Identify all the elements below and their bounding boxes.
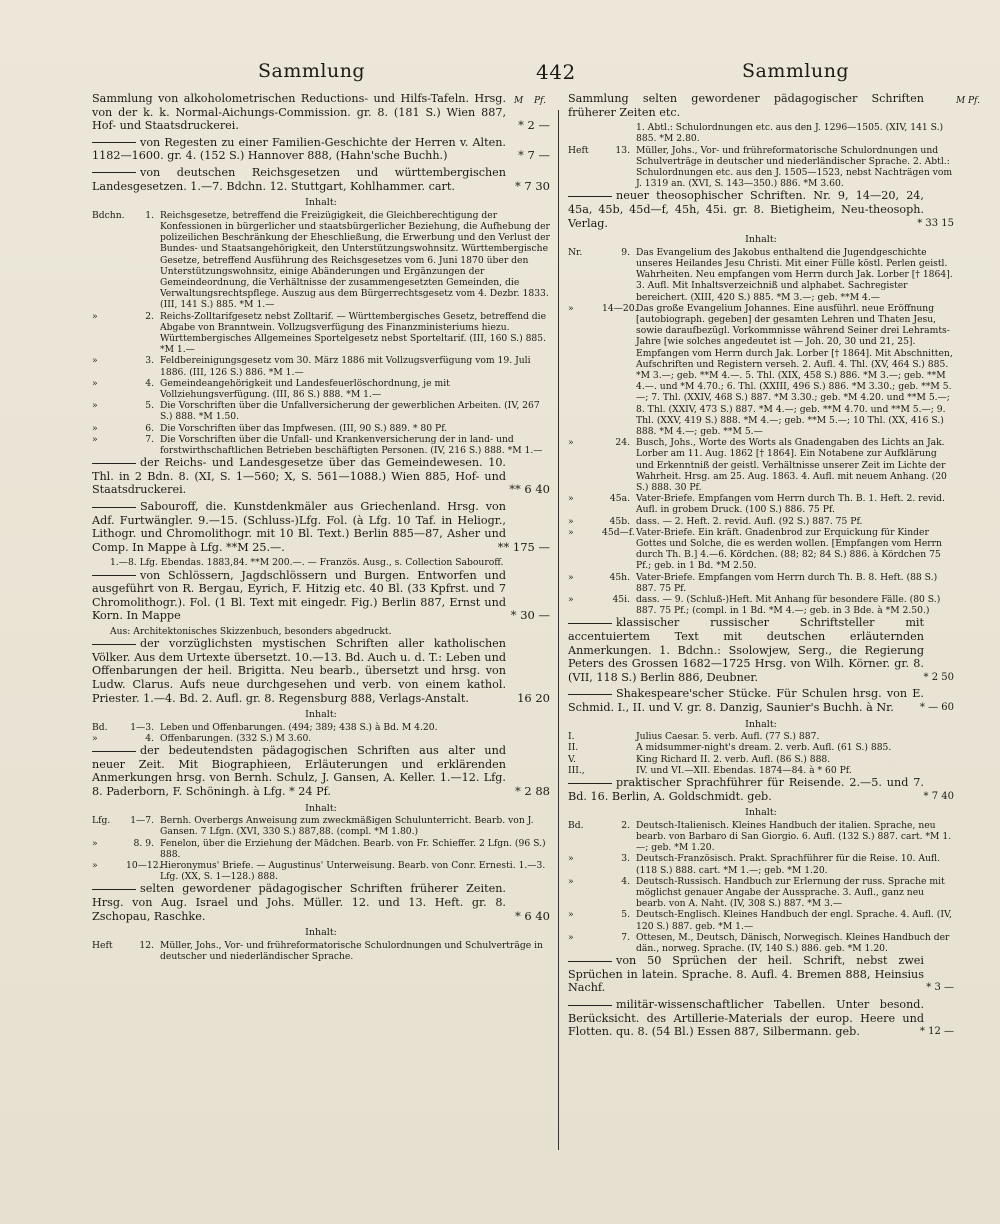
contents-label: Inhalt: [745,234,777,246]
contents-row [92,423,550,434]
contents-number: 4. [145,377,154,389]
running-head-right: Sammlung [742,60,850,82]
contents-row [568,572,954,594]
contents-volume-label: » [92,859,98,871]
contents-description: Hieronymus' Briefe. — Augustinus' Unterweisung. Bearb. von Conr. Ernesti. 1.—3. Lfg. (XX, S. 1—128.) 888. [160,859,546,883]
entry-price: * 33 15 [917,217,954,229]
entry-title: von Regesten zu einer Familien-Geschichte der Herren v. Alten. 1182—1600. gr. 4. (152 S.) Hannover 888, (Hahn'sche Buchh.) [92,135,506,163]
contents-row [568,820,954,854]
contents-number: 45h. [609,571,630,583]
entry-price: * 3 — [926,982,954,994]
repeat-dash-rule [568,1005,612,1006]
pfennig-unit: Pf. [534,96,546,106]
contents-number: 45i. [612,594,630,606]
contents-volume-label: Bdchn. [92,209,125,221]
contents-row [568,122,954,144]
entry-title: von Schlössern, Jagdschlössern und Burgen. Entworfen und ausgeführt von R. Bergau, Eyrich, F. Hitzig etc. 40 Bl. (33 Kpfrst. und 7 Chromolithogr.). Fol. (1 Bl. Text mit eingedr. Fig.) Berlin 887, Ernst und Korn. In Mappe [92,568,506,623]
entry-text [568,616,924,684]
catalog-entry [92,456,550,497]
contents-volume-label: » [92,377,98,389]
entry-title: der vorzüglichsten mystischen Schriften aller katholischen Völker. Aus dem Urtexte übersetzt. 10.—13. Bd. Auch u. d. T.: Leben und Offenbarungen der heil. Brigitta. Neu bearb., übersetzt und hrsg. von Ludw. Clarus. Aufs neue durchgesehen und verb. von einem kathol. Priester. 1.—4. Bd. 2. Aufl. gr. 8. Regensburg 888, Verlags-Anstalt. [92,637,506,705]
contents-description: 1. Abtl.: Schulordnungen etc. aus den J. 1296—1505. (XIV, 141 S.) 885. *M 2.80. [636,122,944,145]
contents-label: Inhalt: [305,709,337,721]
contents-volume-label: Bd. [92,721,108,733]
repeat-dash-rule [92,575,136,576]
contents-row [92,815,550,837]
contents-description: Reichs-Zolltarifgesetz nebst Zolltarif. — Württembergisches Gesetz, betreffend die Abgabe von Branntwein. Vollzugsverfügung des Finanzministeriums hiezu. Württembergisches Allgemeines Sportelgesetz nebst Sporteltarif. (III, 160 S.) 885. *M 1.— [160,310,547,356]
contents-number: 13. [615,144,630,156]
entry-note: Aus: Architektonisches Skizzenbuch, besonders abgedruckt. [110,625,392,637]
contents-row [568,909,954,931]
contents-description: Die Vorschriften über das Impfwesen. (III, 90 S.) 889. * 80 Pf. [160,422,448,434]
contents-row [568,527,954,572]
contents-description: Müller, Johs., Vor- und frühreformatorische Schulordnungen und Schulverträge in deutscher und niederländischer Sprache. [160,939,543,962]
contents-volume-label: » [92,732,98,744]
right-column [568,92,954,1042]
running-head-left: Sammlung [258,60,366,82]
entry-text [568,92,924,119]
contents-volume-label: » [568,853,574,865]
contents-volume-label: » [568,571,574,583]
contents-volume-label: » [92,433,98,445]
contents-description: Feldbereinigungsgesetz vom 30. März 1886 mit Vollzugsverfügung vom 19. Juli 1886. (III, 126 S.) 886. *M 1.— [160,355,531,378]
repeat-dash-rule [92,142,136,143]
entry-text [92,500,506,554]
currency-mark-unit: M [956,96,966,106]
entry-title: von 50 Sprüchen der heil. Schrift, nebst zwei Sprüchen in latein. Sprache. 8. Aufl. 4. Bremen 888, Heinsius Nachf. [568,954,924,995]
contents-description: dass. — 9. (Schluß-)Heft. Mit Anhang für besondere Fälle. (80 S.) 887. 75 Pf.; (compl. in 1 Bd. *M 4.—; geb. in 3 Bde. à *M 2.50.) [636,594,941,617]
contents-row [568,594,954,616]
contents-number: 45a. [609,493,630,505]
entry-title: der Reichs- und Landesgesetze über das Gemeindewesen. 10. Thl. in 2 Bdn. 8. (XI, S. 1—560; X, S. 561—1088.) Wien 885, Hof- und Staatsdruckerei. [92,456,506,497]
contents-description: Müller, Johs., Vor- und frühreformatorische Schulordnungen und Schulverträge in deutscher und niederländischer Sprache. 2. Abtl.: Schulordnungen etc. aus den J. 1505—1523, nebst Nachträgen vom J. 1319 an. (XVI, S. 143—350.) 886. *M 3.60. [636,144,953,190]
entry-price: 16 20 [517,690,550,705]
contents-description: Deutsch-Französisch. Prakt. Sprachführer für die Reise. 10. Aufl. (118 S.) 888. cart. *M 1.—; geb. *M 1.20. [636,853,940,876]
contents-number [602,765,636,776]
contents-number: 7. [621,931,630,943]
contents-description: A midsummer-night's dream. 2. verb. Aufl. (61 S.) 885. [636,742,892,754]
contents-row [568,932,954,954]
contents-number: 5. [145,400,154,412]
entry-text [92,569,506,623]
contents-description: dass. — 2. Heft. 2. revid. Aufl. (92 S.) 887. 75 Pf. [636,515,863,527]
contents-number: 6. [145,422,154,434]
contents-description: Vater-Briefe. Ein kräft. Gnadenbrod zur Erquickung für Kinder Gottes und Solche, die es werden wollen. [Empfangen vom Herrn durch Th. B.] 4.—6. Kördchen. (88; 82; 84 S.) 886. à Kördchen 75 Pf.; geb. in 1 Bd. *M 2.50. [636,526,942,572]
entry-text [568,954,924,995]
entry-title: klassischer russischer Schriftsteller mit accentuiertem Text mit deutschen erläuternden Anmerkungen. 1. Bdchn.: Ssolowjew, Serg., die Regierung Peters des Grossen 1682—1725 Hrsg. von Wilh. Körner. gr. 8. (VII, 118 S.) Berlin 886, Deubner. [568,616,924,684]
contents-row [568,516,954,527]
contents-row [92,722,550,733]
entry-price: * 7 — [518,148,550,163]
contents-number: 4. [145,732,154,744]
contents-description: Deutsch-Russisch. Handbuch zur Erlernung der russ. Sprache mit möglichst genauer Angabe der Aussprache. 3. Aufl., ganz neu bearb. von A. Naht. (IV, 308 S.) 887. *M 3.— [636,875,945,910]
contents-volume-label: » [568,515,574,527]
entry-text [92,882,506,923]
entry-title: praktischer Sprachführer für Reisende. 2.—5. und 7. Bd. 16. Berlin, A. Goldschmidt. geb. [568,776,924,803]
entry-price: * 2 — [518,118,550,133]
catalog-entry [568,687,954,714]
contents-volume-label: I. [568,731,575,743]
entry-price: * 7 40 [923,790,954,802]
contents-row [92,940,550,962]
contents-label: Inhalt: [745,718,777,730]
contents-volume-label: II. [568,742,579,754]
catalog-entry [568,189,954,230]
contents-number: 12. [139,939,154,951]
contents-description: Reichsgesetze, betreffend die Freizügigkeit, die Gleichberechtigung der Konfessionen in bürgerlicher und staatsbürgerlicher Beziehung, die Aufhebung der polizeilichen Beschränkung der Eheschließung, die Erwerbung und den Verlust der Bundes- und Staatsangehörigkeit, den Unterstützungswohnsitz. Württembergische Gesetze, betreffend Ausführung des Reichsgesetzes vom 6. Juni 1870 über den Unterstützungswohnsitz, einige Abänderungen und Ergänzungen der Gemeindeordnung, die Verhältnisse der zusammengesetzten Gemeinden, die Verwaltungsrechtspflege. Auszug aus dem Bürgerrechtsgesetz vom 4. Dezbr. 1833. (III, 141 S.) 885. *M 1.— [160,209,550,311]
entry-text [92,136,506,163]
entry-price: * 2 50 [923,671,954,683]
contents-row [568,853,954,875]
pfennig-unit: Pf. [968,96,980,106]
contents-description: Die Vorschriften über die Unfall- und Krankenversicherung der in land- und forstwirthschaftlichen Betrieben beschäftigten Personen. (IV, 216 S.) 888. *M 1.— [160,433,543,457]
entry-price: * 30 — [510,608,550,623]
contents-row [568,145,954,190]
contents-number: 4. [621,875,630,887]
contents-volume-label: » [92,310,98,322]
contents-row [568,247,954,303]
repeat-dash-rule [92,644,136,645]
contents-number: 10—12. [126,859,162,871]
contents-label: Inhalt: [305,927,337,939]
contents-row [92,434,550,456]
contents-description: Leben und Offenbarungen. (494; 389; 438 S.) à Bd. M 4.20. [160,721,438,733]
entry-price: * 12 — [919,1026,954,1038]
contents-number: 45b. [609,515,630,527]
entry-price: * 2 88 [514,783,550,798]
contents-description: Offenbarungen. (332 S.) M 3.60. [160,732,312,744]
contents-row [92,400,550,422]
catalog-entry [92,166,550,193]
contents-description: Bernh. Overbergs Anweisung zum zweckmäßigen Schulunterricht. Bearb. von J. Gansen. 7 Lfgn. (XVI, 330 S.) 887,88. (compl. *M 1.80.) [160,815,534,838]
contents-number: 5. [621,909,630,921]
contents-volume-label: Bd. [568,819,584,831]
entry-price: ** 6 40 [509,482,550,497]
catalog-entry [92,92,550,133]
contents-volume-label: » [92,837,98,849]
contents-number [602,742,636,753]
entry-title: neuer theosophischer Schriften. Nr. 9, 14—20, 24, 45a, 45b, 45d—f, 45h, 45i. gr. 8. Bietigheim, Neu-theosoph. Verlag. [568,189,924,230]
contents-number: 2. [621,819,630,831]
column-divider [558,110,559,1150]
contents-volume-label: » [568,493,574,505]
entry-price: ** 175 — [497,539,550,554]
contents-number: 2. [145,310,154,322]
contents-row [92,860,550,882]
contents-number: 9. [621,246,630,258]
contents-description: King Richard II. 2. verb. Aufl. (86 S.) 888. [636,753,831,765]
catalog-entry [92,744,550,798]
entry-text [568,776,924,803]
contents-number [602,731,636,742]
contents-volume-label: Nr. [568,246,583,258]
catalog-entry [92,882,550,923]
contents-label: Inhalt: [305,197,337,209]
repeat-dash-rule [568,623,612,624]
contents-row [568,303,954,437]
contents-row [92,311,550,356]
entry-title: Sammlung von alkoholometrischen Reductions- und Hilfs-Tafeln. Hrsg. von der k. k. Normal-Aichungs-Commission. gr. 8. (181 S.) Wien 887, Hof- und Staatsdruckerei. [92,92,506,133]
contents-number: 24. [615,437,630,449]
contents-volume-label: » [568,526,574,538]
catalog-entry [92,136,550,163]
contents-description: Deutsch-Italienisch. Kleines Handbuch der italien. Sprache, neu bearb. von Barbaro di San Giorgio. 6. Aufl. (132 S.) 887. cart. *M 1.—; geb. *M 1.20. [636,819,952,854]
page-number: 442 [536,60,576,84]
contents-row [92,378,550,400]
left-column [92,92,550,962]
contents-description: IV. und VI.—XII. Ebendas. 1874—84. à * 60 Pf. [636,764,852,776]
contents-description: Die Vorschriften über die Unfallversicherung der gewerblichen Arbeiten. (IV, 267 S.) 888. *M 1.50. [160,400,540,423]
contents-number: 1. [145,209,154,221]
entry-text [92,637,506,705]
currency-mark-unit: M [514,96,524,106]
contents-number: 3. [145,355,154,367]
contents-volume-label: » [568,875,574,887]
entry-title: der bedeutendsten pädagogischen Schriften aus alter und neuer Zeit. Mit Biographieen, Erläuterungen und erklärenden Anmerkungen hrsg. von Bernh. Schulz, J. Gansen, A. Keller. 1.—12. Lfg. 8. Paderborn, F. Schöningh. à Lfg. * 24 Pf. [92,744,506,798]
catalog-entry [568,954,954,995]
contents-row [568,493,954,515]
repeat-dash-rule [92,172,136,173]
catalog-entry [92,569,550,623]
contents-description: Deutsch-Englisch. Kleines Handbuch der engl. Sprache. 4. Aufl. (IV, 120 S.) 887. geb. *M 1.— [636,909,952,932]
contents-number: 14—20. [602,302,638,314]
contents-number [602,754,636,765]
contents-number [602,122,636,144]
entry-text [568,998,924,1039]
contents-description: Ottesen, M., Deutsch, Dänisch, Norwegisch. Kleines Handbuch der dän., norweg. Sprache. (IV, 140 S.) 886. geb. *M 1.20. [636,931,950,955]
contents-row [568,437,954,493]
repeat-dash-rule [92,507,136,508]
contents-number: 45d—f. [602,526,635,538]
contents-volume-label: » [92,400,98,412]
contents-row [568,876,954,910]
contents-description: Das Evangelium des Jakobus enthaltend die Jugendgeschichte unseres Heilandes Jesu Christi. Mit einer Fülle köstl. Perlen geistl. Wahrheiten. Neu empfangen vom Herrn durch Jak. Lorber [† 1864]. 3. Aufl. Mit Inhaltsverzeichniß und alphabet. Sachregister bereichert. (XIII, 420 S.) 885. *M 3.—; geb. **M 4.— [636,246,953,303]
contents-volume-label: » [92,355,98,367]
catalog-entry [568,92,954,119]
catalog-entry [568,998,954,1039]
contents-volume-label: » [568,909,574,921]
entry-text [92,456,506,497]
contents-row [92,838,550,860]
entry-text [568,189,924,230]
contents-description: Das große Evangelium Johannes. Eine ausführl. neue Eröffnung [autobiograph. gegeben] der gesamten Lehren und Thaten Jesu, sowie daraufbezügl. Vorkommnisse während Seiner drei Lehramts-Jahre [wie solches angedeutet ist — Joh. 20, 30 und 21, 25]. Empfangen vom Herrn durch Jak. Lorber [† 1864]. Mit Abschnitten, Aufschriften und Registern verseh. 2. Aufl. 4. Thl. (XV, 464 S.) 885. *M 3.—; geb. **M 4.—. 5. Thl. (XIX, 458 S.) 886. *M 3.—; geb. **M 4.—. und *M 4.70.; 6. Thl. (XXIII, 496 S.) 886. *M 3.30.; geb. **M 5.—; 7. Thl. (XXIV, 468 S.) 887. *M 3.30.; geb. *M 4.20. und **M 5.—; 8. Thl. (XXIV, 473 S.) 887. *M 4.—; geb. **M 4.70. und **M 5.—; 9. Thl. (XXV, 419 S.) 888. *M 4.—; geb. **M 5.—; 10 Thl. (XX, 416 S.) 888. *M 4.—; geb. **M 5.— [636,302,953,438]
contents-volume-label: » [568,594,574,606]
contents-volume-label: III., [568,764,585,776]
repeat-dash-rule [92,463,136,464]
catalog-entry [92,500,550,554]
repeat-dash-rule [568,961,612,962]
contents-number: 8. 9. [133,837,154,849]
contents-volume-label: Heft [568,144,589,156]
contents-volume-label: » [568,302,574,314]
entry-title: selten gewordener pädagogischer Schriften früherer Zeiten. Hrsg. von Aug. Israel und Johs. Müller. 12. und 13. Heft. gr. 8. Zschopau, Raschke. [92,882,506,923]
contents-volume-label: Heft [92,939,113,951]
catalog-entry [92,637,550,705]
entry-price: * 7 30 [514,178,550,193]
entry-text [92,92,506,133]
entry-price: * 6 40 [514,908,550,923]
contents-row [568,754,954,765]
contents-description: Fenelon, über die Erziehung der Mädchen. Bearb. von Fr. Schieffer. 2 Lfgn. (96 S.) 888. [160,837,546,860]
contents-volume-label [568,122,602,144]
entry-text [92,166,506,193]
contents-description: Vater-Briefe. Empfangen vom Herrn durch Th. B. 8. Heft. (88 S.) 887. 75 Pf. [636,571,938,594]
contents-volume-label: » [92,422,98,434]
contents-row [568,731,954,742]
entry-price: * — 60 [919,702,954,714]
entry-title: von deutschen Reichsgesetzen und württembergischen Landesgesetzen. 1.—7. Bdchn. 12. Stuttgart, Kohlhammer. cart. [92,165,506,193]
contents-volume-label: » [568,931,574,943]
repeat-dash-rule [568,783,612,784]
contents-row [92,210,550,311]
contents-label: Inhalt: [305,802,337,814]
contents-row [568,765,954,776]
entry-note: 1.—8. Lfg. Ebendas. 1883,84. **M 200.—. — Französ. Ausg., s. Collection Sabouroff. [110,557,504,569]
entry-title: Sabouroff, die. Kunstdenkmäler aus Griechenland. Hrsg. von Adf. Furtwängler. 9.—15. (Schluss-)Lfg. Fol. (à Lfg. 10 Taf. in Heliogr., Lithogr. und Chromolithogr. mit 10 Bl. Text.) Berlin 885—87, Asher und Comp. In Mappe à Lfg. **M 25.—. [92,500,506,554]
repeat-dash-rule [92,889,136,890]
contents-description: Gemeindeangehörigkeit und Landesfeuerlöschordnung, je mit Vollziehungsverfügung. (III, 86 S.) 888. *M 1.— [160,377,450,400]
contents-number: 1—3. [130,721,154,733]
contents-volume-label: » [568,437,574,449]
contents-label: Inhalt: [745,807,777,819]
entry-title: militär-wissenschaftlicher Tabellen. Unter besond. Berücksicht. des Artillerie-Materials der europ. Heere und Flotten. qu. 8. (54 Bl.) Essen 887, Silbermann. geb. [568,998,924,1039]
contents-row [568,742,954,753]
contents-number: 3. [621,853,630,865]
entry-text [568,687,924,714]
contents-number: 1—7. [130,815,154,827]
catalog-entry [568,616,954,684]
repeat-dash-rule [92,751,136,752]
entry-title: Sammlung selten gewordener pädagogischer Schriften früherer Zeiten etc. [568,92,924,119]
repeat-dash-rule [568,196,612,197]
catalog-entry [568,776,954,803]
repeat-dash-rule [568,694,612,695]
contents-volume-label: V. [568,753,576,765]
contents-description: Julius Caesar. 5. verb. Aufl. (77 S.) 887. [636,731,820,743]
entry-text [92,744,506,798]
contents-description: Busch, Johs., Worte des Worts als Gnadengaben des Lichts an Jak. Lorber am 11. Aug. 1862 [† 1864]. Ein Notabene zur Aufklärung und Erkenntniß der geistl. Verhältnisse unserer Zeit im Lichte der Wahrheit. Hrsg. am 25. Aug. 1863. 4. Aufl. mit neuem Anhang. (20 S.) 888. 30 Pf. [636,437,947,494]
contents-description: Vater-Briefe. Empfangen vom Herrn durch Th. B. 1. Heft. 2. revid. Aufl. in grobem Druck. (100 S.) 886. 75 Pf. [636,493,945,516]
contents-row [92,733,550,744]
contents-volume-label: Lfg. [92,815,111,827]
entry-title: Shakespeare'scher Stücke. Für Schulen hrsg. von E. Schmid. I., II. und V. gr. 8. Danzig, Saunier's Buchh. à Nr. [568,687,924,715]
contents-row [92,355,550,377]
contents-number: 7. [145,433,154,445]
